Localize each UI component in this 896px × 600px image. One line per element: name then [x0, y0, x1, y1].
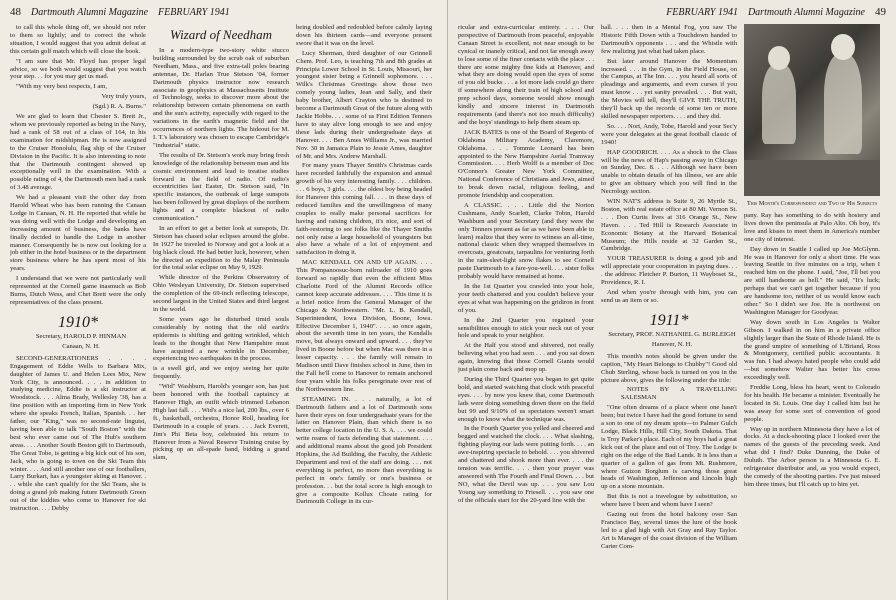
article-title: Wizard of Needham [169, 27, 273, 42]
paragraph: HAP GOODRICH. . . . As a shock to the Class will be the news of Hap's passing away in Chicago on Sunday, Dec. 8. . . . Although we have been unable to obtain details of his illness, we are able to give an obituary which you will find in the Necrology section. [601, 148, 737, 196]
class-heading-1911: 1911* [649, 311, 689, 329]
class-secretary: Secretary, HAROLD P. HINMAN [35, 332, 127, 340]
magazine-title: Dartmouth Alumni Magazine [31, 7, 149, 18]
right-columns [458, 24, 886, 600]
paragraph: WIN NAT'S address is Suite 9, 26 Myrtle St., Boston, with real estate office at 80 Mt. Vernon St. . . . Don Curtis lives at 316 Orange St., New Haven. . . . Ted Hill is Research Associate in Economic Botany at the Harvard Botanical Museum; the Hills reside at 32 Garden St., Cambridge. [601, 198, 737, 253]
paragraph: I understand that we were not particularly well represented at the Cornell game inasmuch as Bob Burns, Dutch Wess, and Chet Brett were the only representatives of the class present. [10, 275, 146, 306]
photograph [744, 24, 880, 196]
paragraph: And when you're through with him, you can send us an item or so. [601, 289, 737, 304]
right-column-3 [744, 24, 880, 600]
paragraph: SECOND-GENERATIONERS . . . . Engagement of Eddie Wells to Barbara Mix, daughter of James U. and Helen Lees Mix, New York City, is announced. . . . in addition to studying medicine, Eddie is a ski instructor at Woodstock. . . . Alma Brady, Wellesley '38, has a fine position with an importing firm in New York where she speaks French, Italian, Spanish. . . her father, our "King," was no second-rate linguist, having been able to talk "South Boston" with the best who ever came out of The Hub's southern areas. . . . Another South Boston gift to Dartmouth, The Great Tobe, is getting a big kick out of his son, Jack, who is going to town on the Ski Team this winter. . . . And still another one of our footballers, Larry Burkart, has a youngster skiing at Hanover. . . . while she can't qualify for the Ski Team, she is doing a grand job making future Dartmouth Green out of the kiddies who come to Hanover for ski instruction. . . . Debby [10, 354, 146, 513]
paragraph: "I am sure that Mr. Floyd has proper legal advice, so we both would suggest that you watch your step. . . for you may get us mad. [10, 57, 146, 81]
right-column-2 [601, 24, 737, 600]
paragraph: "With my very best respects, I am, [16, 83, 108, 91]
paragraph: pany. Ray has something to do with hosiery and lives down the peninsula at Palo Alto. Oh boy, it's love and kisses to meet them in America's number one city of interest. [744, 212, 880, 243]
magazine-title: Dartmouth Alumni Magazine [747, 7, 865, 18]
paragraph: YOUR TREASURER is doing a good job and will appreciate your cooperation in paying dues. . . . the address: Fletcher P. Burton, 11 Wayboset St., Providence, R. I. [601, 255, 737, 287]
paragraph: ricular and extra-curricular entirety. . . . Our perspective of Dartmouth from peaceful, enjoyable Canaan Street is excellent, not near enough to be cynical or inanely critical, and not far enough away to lose some of the finer contacts with the place . . . there are some mighty fine kids at Hanover, and what they are doing would open the eyes of some of you old bucks . . . a lot more lads could go there if somewhere along their train of high school and prep school days, someone would show enough kindly and sincere interest in Dartmouth requirements (and there's not too much difficulty) and the boys' standings to help them steam up. [458, 24, 594, 126]
paragraph: to call this whole thing off, we should not refer to them so lightly; and to correct the whole situation, I would suggest that you admit defeat at this certain golf match which will close the book. [10, 24, 146, 55]
photo-figure-head [831, 34, 855, 60]
paragraph: Way up in northern Minnesota they have a lot of docks. At a duck-shooting place I looked over the names of the guests of the preceding week. And what did I find? Duke Dunning, the Duke of Duluth. The Arbor person is a Minnesota G. E. refrigerator distributor and, as you would expect, the comedy of the shooting parties. I've just missed him three times, but I'll catch up to him yet. [744, 425, 880, 488]
photo-figure [824, 54, 862, 154]
left-column-2 [153, 24, 289, 600]
paragraph: is a swell girl, and we enjoy seeing her quite frequently. [153, 365, 289, 381]
signature-line: (Sgd.) R. A. Burns." [92, 103, 146, 111]
photo-figure [762, 64, 796, 144]
paragraph: A CLASSIC. . . . Little did the Norton Cushmans, Andy Scarlett, Clarke Tobin, Harold Washburn and your Secretary (and they were the only Tenners present as far as we have been able to learn) realize that they were to witness an all-time, national classic when they wrapped themselves in overcoats, greatcoats, tarpaulins for venturing forth in the rain-sleet-light snow flakes to see Cornell paste Dartmouth to a fare-you-well. . . . sister folks probably would have remained at home. [458, 201, 594, 281]
paragraph: Gazing out from the hotel balcony over San Francisco Bay, several times the lure of the book led to a glad high with Art Gray and Ray Taylor. Art is Manager of the coast division of the William Carter Com- [601, 511, 737, 550]
paragraph: For many years Thayer Smith's Christmas cards have recorded faithfully the expansion and annual growth of his very interesting family. . . . children. . . . 6 boys, 3 girls. . . . the oldest boy being headed for Hanover this coming fall. . . . in these days of reduced families and the unwillingness of many couples to really make personal sacrifices for having and raising children, it's nice, and sort of faith-restoring to see folks like the Thayer Smiths not only raise a large household of youngsters but also have a whale of a lot of enjoyment and satisfaction in doing it. [296, 162, 432, 257]
left-column-1 [10, 24, 146, 600]
paragraph: We had a pleasant visit the other day from Harold Wheat who has been running the Canaan Lodge in Canaan, N. H. He reported that while he was doing well with the Lodge and developing an increasing amount of business, the banks have finally decided to handle the Lodge in another manner. Consequently he is now out looking for a job either in the hotel business or in the department store business where he has spent most of his years. [10, 194, 146, 273]
paragraph: In the 1st Quarter you crawled into your hole, your teeth chattered and you couldn't believe your eyes at what was happening on the gridiron in front of you. [458, 283, 594, 314]
right-page [448, 0, 896, 600]
issue-date: FEBRUARY 1941 [666, 7, 738, 18]
photo-figure-head [768, 46, 790, 70]
paragraph: In the Fourth Quarter you yelled and cheered and begged and watched the clock. . . . What slashing, fighting playing our lads were putting forth. . . . an awe-inspiring spectacle to behold. . . . you shivered and chattered and shook more than ever. . . . the tension was terrific. . . . then your prayer was answered with The Fourth and Final Down. . . . but NO, what the Devil was up. . . . you saw Lou Young say something to Friesell. . . . you saw one of the officials start for the 20-yard line with the [458, 425, 594, 504]
paragraph: In a modern-type two-story white stucco building surrounded by the scrub oak of suburban Needham, Mass., and five extra-tall poles bearing antennae, Dr. Harlan True Stetson '04, former Dartmouth physics instructor now research associate in geophysics at Massachusetts Institute of Technology, seeks to discover more about the relationship between certain phenomena on earth and the sun's activity, especially with regard to the variations in the earth's magnetic field and the occurrences of northern lights. The hideout for M. I. T.'s laboratory was chosen to escape Cambridge's "industrial" static. [153, 47, 289, 149]
class-secretary: Secretary, PROF. NATHANIEL G. BURLEIGH [608, 330, 736, 338]
photo-caption: This Month's Correspondent and Two of His Subjects [746, 200, 878, 207]
paragraph: The results of Dr. Stetson's work may bring fresh knowledge of the relationship between man and his cosmic environment and lead to treatise studies forward in the field of radio. Of radio's eccentricities last Easter, Dr. Stetson said, "In specific instances, the outbreak of large sunspots has been followed by great displays of the northern lights and a complete blackout of radio communication." [153, 151, 289, 223]
section-subheading: NOTES BY A TRAVELLING SALESMAN [621, 386, 737, 402]
paragraph: We are glad to learn that Chester S. Brett Jr., whom we previously reported as being in the Navy, had a rank of 58 out of a class of 164, in his examination for midshipman. He is now assigned to the Cruiser Honolulu, flag ship of the Cruiser Division in the Pacific. It is also interesting to note that the Dartmouth contingent showed up exceptionally well in the examination. With a possible rating of 4, the Dartmouth men had a rank of 3.48 average. [10, 113, 146, 192]
paragraph: ball. . . . then in a Mental Fog, you saw The Historic Fifth Down with a Touchdown handed to Dartmouth's opponents . . . and the Whistle with few realizing just what had taken place. [601, 24, 737, 55]
paragraph: JACK BATES is one of the Board of Regents of Oklahoma Military Academy, Claremore, Oklahoma. . . . Tommie Leonard has been appointed to the New Hampshire Aerial Tramway Commission. . . . Herb Wolff is a member of Doc O'Connor's Greater New York Committee, National Conference of Christians and Jews, aimed to break down racial, religious feeling, and promote friendship and cooperation. [458, 128, 594, 200]
right-page-header [458, 6, 886, 22]
left-columns [10, 24, 437, 600]
paragraph: MAC KENDALL ON AND UP AGAIN. . . . This Pompanoosuc-born railroader of 1910 goes forward so rapidly that even the efficient Miss Charlotte Ford of the Alumni Records office cannot keep accurate addresses. . . . This time it is a brief notice from the General Manager of the Chicago & Northwestern. "Mr. L. B. Kendall, Superintendent, Iowa Division, Boone, Iowa. Effective December 1, 1940". . . . so once again, about the seventh time in ten years, the Kendalls move, but always onward and upward. . . . they've lived in Boone before but when Mac was there in a lesser capacity. . . . the family will remain in Madison until Dave finishes school in June, then in the Fall he'll come to Hanover to remain anchored four years while his folks peregrinate over rest of the Northwestern line. [296, 259, 432, 393]
paragraph: In an effort to get a better look at sunspots, Dr. Stetson has chased solar eclipses around the globe. In 1927 he traveled to Norway and got a look at a big black cloud. He had better luck, however, when he directed an expedition to the Malay Peninsula for the total solar eclipse on May 9, 1929. [153, 224, 289, 272]
issue-date: FEBRUARY 1941 [158, 7, 230, 18]
paragraph: At the Half you stood and shivered, not really believing what you had seen . . . and you sat down again, knowing that those Cornell Giants would just plain come back and mop up. [458, 342, 594, 374]
paragraph: But this is not a travelogue by substitution, so where have I been and whom have I seen? [601, 493, 737, 509]
paragraph: While director of the Perkins Observatory of Ohio Wesleyan University, Dr. Stetson supervised the completion of the 69-inch reflecting telescope, second largest in the United States and third largest in the world. [153, 274, 289, 313]
right-column-1 [458, 24, 594, 600]
class-secretary-location: Canaan, N. H. [62, 342, 100, 350]
class-secretary-location: Hanover, N. H. [651, 340, 693, 348]
paragraph: Freddie Long, bless his heart, went to Colorado for his health. He became a minister. Eventually he located in St. Louis. One day I called him but he was away for some sort of convention of good people. [744, 384, 880, 423]
paragraph: Way down south in Los Angeles is Walter Gibson. I walked in on him in a private office slightly larger than the State of Rhode Island. He is the grand umpire of something of L'Briand, Ross & Montgomery, certified public accountants. It was fun. I had always hated people who could add—but somehow Walter has better his cross exceedingly well. [744, 318, 880, 382]
paragraph: This month's notes should be given under the caption, "My Heart Belongs to Chubby"! Good old Chub Sterling, whose back is turned on you in the picture above, gives the following under the title: [601, 352, 737, 384]
paragraph: Day down in Seattle I called up Joe McGlynn. He was in Hanover for only a short time. He was leaving Seattle in five minutes on a trip, when I reached him on the phone. I said, "Joe, I'll bet you are still handsome as hell." He said, "It's luck; perhaps that we can't get together because if you are handsome too, neither of us would know each other." So I didn't see Joe. He is northwest on Washington Manager for Goodyear. [744, 245, 880, 316]
paragraph: "One often dreams of a place where one hasn't been; but twice I have had the good fortune to send a son to one of my dream spots—to Palmer Gulch Lodge, Black Hills, Hill City, South Dakota. That is Troy Parker's place. Each of my boys had a great kick out of the place and out of Troy. The Lodge is right on the edge of the Bad Lands. It is less than a quarter of a gallon of gas from Mt. Rushmore, where Gutzon Borglum is carving those great heads of Washington, Jefferson and Lincoln high up on a stone mountain. [601, 404, 737, 491]
paragraph: So. . . . Nort, Andy, Tobe, Harold and your Sec'y were your delegates at the great football classic of 1940! [601, 122, 737, 146]
paragraph: "Wid" Washburn, Harold's younger son, has just been honored with the football captaincy at Hanover High, an outfit which trimmed Lebanon High last fall. . . . Wid's a nice lad, 200 lbs., over 6 ft., basketball, orchestra, Honor Roll, heading for Dartmouth in a couple of years. . . . Jack Everett, Jim's Phi Beta boy, celebrated his return to Hanover from a Naval Reserve Training cruise by picking up an all-spade hand, bidding a grand slam, [153, 383, 289, 462]
page-number: 48 [10, 6, 21, 18]
left-page-header [10, 6, 437, 22]
paragraph: Some years ago he disturbed timid souls considerably by noting that the old earth's epidermis is shifting and getting wrinkled, which leads to the thought that New Hampshire must have acquired a new wrinkle in December, experiencing two earthquakes in the process. [153, 315, 289, 363]
paragraph: In the 2nd Quarter you regained your sensibilities enough to stick your neck out of your hole and speak to your neighbor. [458, 316, 594, 340]
paragraph: Lucy Sherman, third daughter of our Grinnell Chem. Prof. Leo, is teaching 7th and 8th grades at Principia Lower School in St. Louis, Missouri, her youngest sister being a Grinnell sophomore. . . . Wilk's Christmas Greetings show those two comely young ladies, Jean and Sally, and their baby brother, Albert Crayton who is destined to become a Dartmouth Great of the future along with Jackie Hobbs. . . . some of us First Edition Tenners have to stay alive long enough to see and enjoy these lads during their undergraduate days at Hanover. . . . Ben Ames Williams Jr., was married Nov. 30 in Jamaica Plain to Jessie Ames, daughter of Mr. and Mrs. Andrew Marshall. [296, 49, 432, 160]
paragraph: During the Third Quarter you began to get quite bold, and started watching that clock with peaceful eyes. . . . by now you knew that, come Dartmouth lads were doing something down there on the field but 99 and 9/10% of us spectators weren't smart enough to know what the technique was. [458, 375, 594, 423]
photo-ground [744, 160, 880, 196]
paragraph: But later around Hanover the Momentum increased. . . . in the Gym, in the Field House, on the Campus, at The Inn. . . . you heard all sorts of pleadings and arguments, and even curses if you must know . . . yet sanity prevailed. . . . But wait, the Movies will tell, they'll GIVE THE TRUTH, they'll back up the records of some ten or more skilled newspaper reporters. . . . and they did. [601, 57, 737, 120]
signature-line: Very truly yours, [101, 93, 146, 101]
paragraph: being doubled and redoubled before calmly laying down his thirteen cards—and everyone present swore that it was on the level. [296, 24, 432, 47]
class-heading-1910: 1910* [58, 313, 98, 331]
page-number: 49 [875, 6, 886, 18]
left-column-3 [296, 24, 432, 600]
paragraph: STEAMING IN. . . . naturally, a lot of Dartmouth fathers and a lot of Dartmouth sons have their eyes on four undergraduate years for the latter on Hanover Plain, than which there is no better college location in the U. S. A. . . . we could write reams of facts defending that statement. . . . and additional reams about the good job President Hopkins, the Ad Building, the Faculty, the Athletic Department and rest of the staff are doing. . . . not everything is perfect, no more than everything is perfect in one's family or one's business or profession. . . but the total score is high enough to give a composite Kollux Choate rating for Dartmouth College in its cur- [296, 395, 432, 506]
